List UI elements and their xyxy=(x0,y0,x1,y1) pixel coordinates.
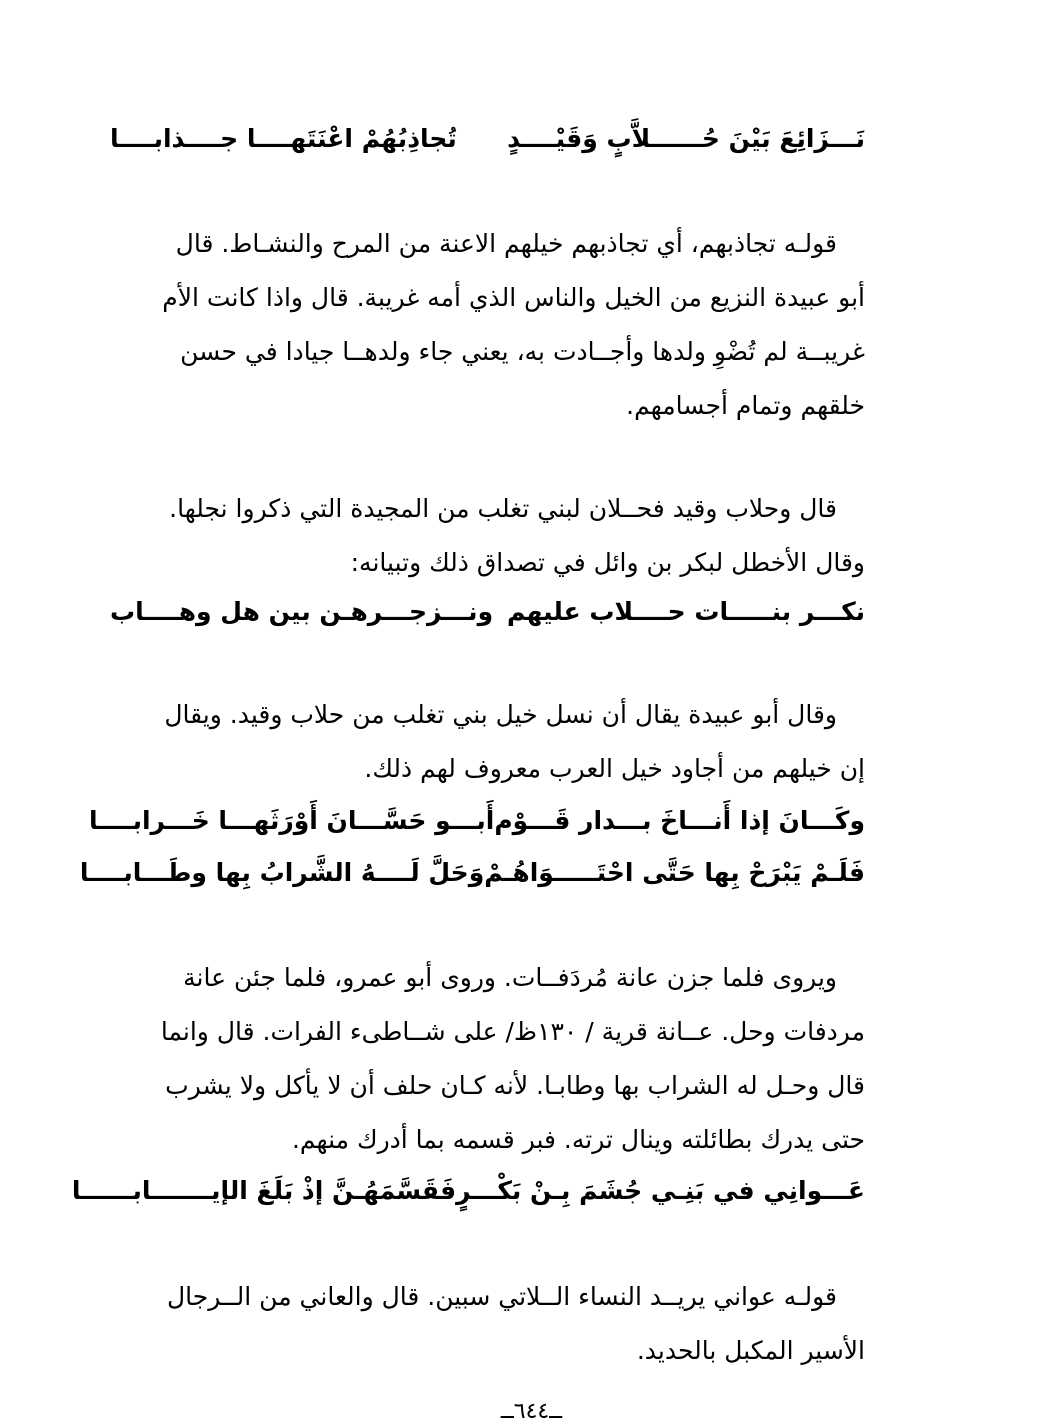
verse-hemistich-right: نكـــر بنـــــات حــــلاب عليهم xyxy=(507,597,865,626)
paragraph-3 xyxy=(110,688,865,796)
paragraph-line: غريبــة لم تُضْوِ ولدها وأجــادت به، يعني جاء ولدهــا جيادا في حسن xyxy=(180,337,865,366)
paragraph-line: قال وحـل له الشراب بها وطابـا. لأنه كـان حلف أن لا يأكل ولا يشرب xyxy=(165,1071,865,1100)
paragraph-1 xyxy=(110,217,865,433)
verse-line-3 xyxy=(89,801,865,841)
paragraph-line: حتى يدرك بطائلته وينال ترته. فبر قسمه بما أدرك منهم. xyxy=(291,1125,865,1154)
verse-line-1 xyxy=(110,119,865,159)
verse-hemistich-left: أَبـــو حَسَّـــانَ أَوْرَثَهـــا خَـــرابــــا xyxy=(89,806,495,835)
verse-line-4 xyxy=(79,853,865,893)
paragraph-line: قولـه عواني يريــد النساء الــلاتي سبين. قال والعاني من الــرجال xyxy=(166,1282,837,1311)
paragraph-2 xyxy=(110,482,865,590)
verse-line-5 xyxy=(71,1171,865,1211)
verse-hemistich-right: فَلَـمْ يَبْرَحْ بِها حَتَّى احْتَـــــوَاهُـمْ xyxy=(484,858,865,887)
verse-line-2 xyxy=(110,592,865,632)
verse-hemistich-right: وكَـــانَ إذا أَنـــاخَ بـــدار قَـــوْم xyxy=(494,806,865,835)
paragraph-line: قولـه تجاذبهم، أي تجاذبهم خيلهم الاعنة من المرح والنشـاط. قال xyxy=(175,229,837,258)
verse-hemistich-left: تُجاذِبُهُمْ اعْنَتَهــــا جــــذابــــا xyxy=(110,124,457,153)
paragraph-line: وقال الأخطل لبكر بن وائل في تصداق ذلك وتبيانه: xyxy=(350,548,865,577)
verse-hemistich-left: فَقَسَّمَهُـنَّ إذْ بَلَغَ الإيـــــــابــــــا xyxy=(71,1176,457,1205)
paragraph-line: مردفات وحل. عــانة قرية / ١٣٠ظ/ على شــاطىء الفرات. قال وانما xyxy=(160,1017,865,1046)
paragraph-line: الأسير المكبل بالحديد. xyxy=(636,1336,865,1365)
paragraph-line: إن خيلهم من أجاود خيل العرب معروف لهم ذلك. xyxy=(364,754,865,783)
verse-hemistich-right: عَـــوانِي في بَنِـي جُشَمَ بِـنْ بَكْـــرٍ xyxy=(456,1176,865,1205)
paragraph-line: قال وحلاب وقيد فحــلان لبني تغلب من المجيدة التي ذكروا نجلها. xyxy=(169,494,837,523)
verse-hemistich-left: ونـــزجـــرهـن بين هل وهــــاب xyxy=(110,597,494,626)
paragraph-5 xyxy=(110,1270,865,1378)
verse-hemistich-left: وَحَلَّ لَــــهُ الشَّرابُ بِها وطَـــابــــا xyxy=(79,858,485,887)
paragraph-line: وقال أبو عبيدة يقال أن نسل خيل بني تغلب من حلاب وقيد. ويقال xyxy=(164,700,837,729)
paragraph-4 xyxy=(110,951,865,1167)
page-body xyxy=(71,0,865,1423)
paragraph-line: خلقهم وتمام أجسامهم. xyxy=(626,391,865,420)
paragraph-line: أبو عبيدة النزيع من الخيل والناس الذي أمه غريبة. قال واذا كانت الأم xyxy=(162,283,865,312)
verse-hemistich-right: نَـــزَائِعَ بَيْنَ حُــــــلاَّبٍ وَقَيْــــدٍ xyxy=(507,124,865,153)
paragraph-line: ويروى فلما جزن عانة مُردَفــات. وروى أبو عمرو، فلما جئن عانة xyxy=(183,963,837,992)
page-number: ــ٦٤٤ــ xyxy=(500,1399,563,1424)
